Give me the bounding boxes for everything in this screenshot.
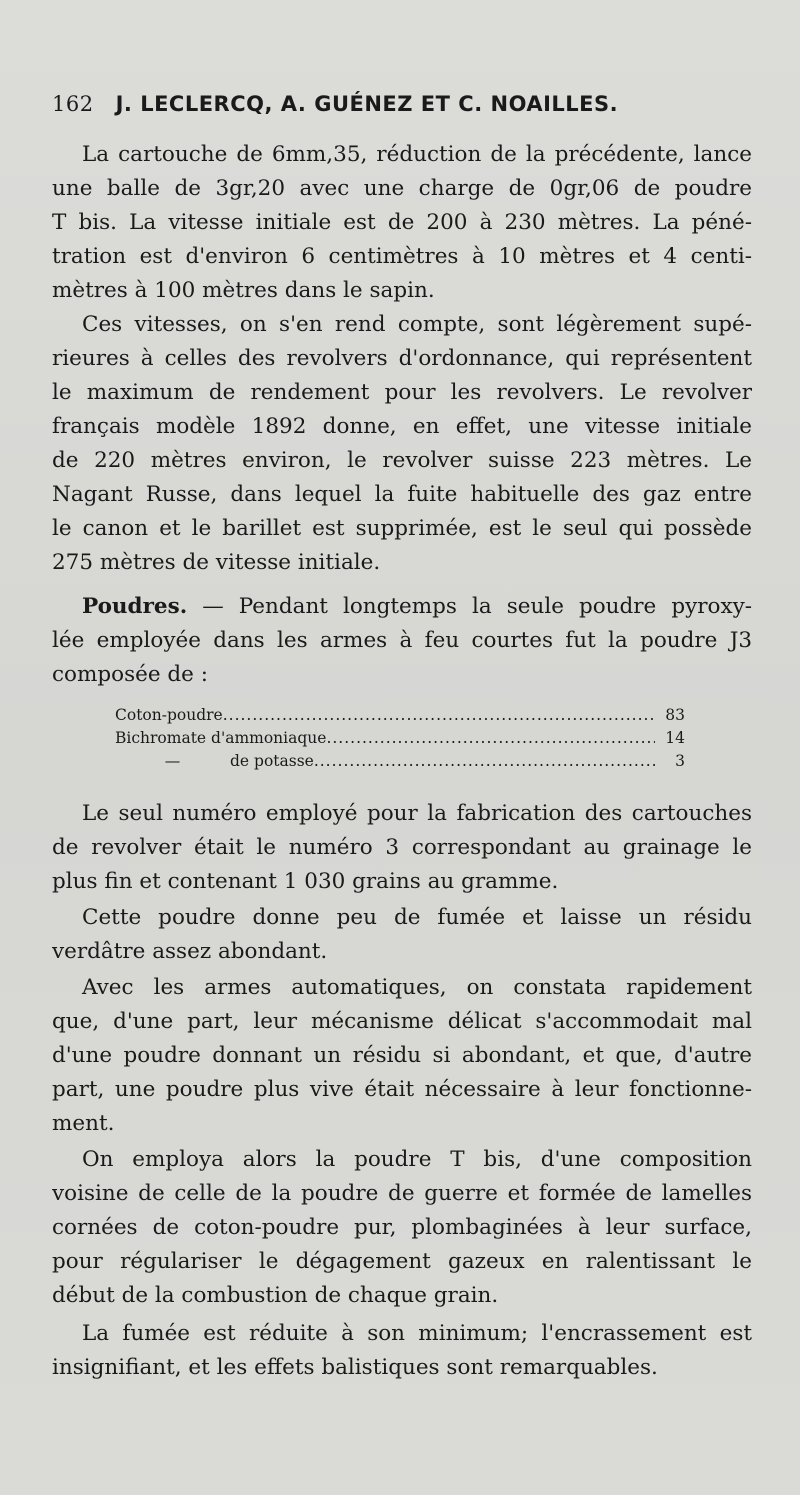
- text-line: On employa alors la poudre T bis, d'une composition: [82, 1147, 752, 1172]
- text-line: ment.: [52, 1111, 115, 1136]
- text-line: composée de :: [52, 662, 208, 687]
- text-line: mètres à 100 mètres dans le sapin.: [52, 278, 435, 303]
- text-line: La cartouche de 6mm,35, réduction de la précédente, lance: [82, 142, 752, 167]
- text-line: voisine de celle de la poudre de guerre et formée de lamelles: [52, 1181, 752, 1206]
- table-row: [115, 750, 685, 773]
- text-line: de 220 mètres environ, le revolver suisse 223 mètres. Le: [52, 448, 752, 473]
- text-line: de revolver était le numéro 3 correspondant au grainage le: [52, 835, 752, 860]
- text-line: lée employée dans les armes à feu courtes fut la poudre J3: [52, 628, 752, 653]
- page-number: 162: [52, 92, 94, 116]
- text-line: Avec les armes automatiques, on constata rapidement: [82, 975, 752, 1000]
- component-value: 3: [675, 752, 685, 770]
- text-line: début de la combustion de chaque grain.: [52, 1283, 499, 1308]
- text-line: rieures à celles des revolvers d'ordonnance, qui représentent: [52, 346, 752, 371]
- component-name: Bichromate d'ammoniaque: [115, 729, 327, 747]
- text-line: verdâtre assez abondant.: [52, 939, 328, 964]
- text-line: une balle de 3gr,20 avec une charge de 0gr,06 de poudre: [52, 176, 752, 201]
- text-line: 275 mètres de vitesse initiale.: [52, 550, 381, 575]
- ditto-mark: —: [164, 752, 181, 770]
- text-line: le maximum de rendement pour les revolvers. Le revolver: [52, 380, 752, 405]
- text-line: pour régulariser le dégagement gazeux en ralentissant le: [52, 1249, 752, 1274]
- leader-dots: [314, 750, 655, 773]
- text-line: La fumée est réduite à son minimum; l'encrassement est: [82, 1321, 752, 1346]
- table-row: [115, 704, 685, 727]
- component-name: de potasse: [230, 752, 314, 770]
- text-line: part, une poudre plus vive était nécessaire à leur fonctionne-: [52, 1077, 752, 1102]
- text-line: d'une poudre donnant un résidu si abondant, et que, d'autre: [52, 1043, 752, 1068]
- table-row: [115, 727, 685, 750]
- poudres-text: — Pendant longtemps la seule poudre pyroxy-: [202, 594, 752, 619]
- component-name: Coton-poudre: [115, 706, 223, 724]
- composition-table: [115, 704, 685, 773]
- text-line: T bis. La vitesse initiale est de 200 à 230 mètres. La péné-: [52, 210, 752, 235]
- text-line: que, d'une part, leur mécanisme délicat s'accommodait mal: [52, 1009, 752, 1034]
- text-line: insignifiant, et les effets balistiques sont remarquables.: [52, 1355, 658, 1380]
- text-line: le canon et le barillet est supprimée, est le seul qui possède: [52, 516, 752, 541]
- text-line: Cette poudre donne peu de fumée et laisse un résidu: [82, 905, 752, 930]
- leader-dots: [326, 727, 655, 750]
- text-line: Le seul numéro employé pour la fabrication des cartouches: [82, 801, 752, 826]
- text-line: plus fin et contenant 1 030 grains au gramme.: [52, 869, 559, 894]
- authors-line: J. LECLERCQ, A. GUÉNEZ ET C. NOAILLES.: [115, 92, 619, 116]
- text-line: cornées de coton-poudre pur, plombaginées à leur surface,: [52, 1215, 752, 1240]
- running-header: [52, 92, 752, 116]
- component-value: 14: [665, 729, 685, 747]
- poudres-heading: Poudres.: [82, 594, 188, 619]
- text-line: tration est d'environ 6 centimètres à 10 mètres et 4 centi-: [52, 244, 752, 269]
- component-value: 83: [665, 706, 685, 724]
- text-line: Ces vitesses, on s'en rend compte, sont légèrement supé-: [82, 312, 752, 337]
- text-line: français modèle 1892 donne, en effet, une vitesse initiale: [52, 414, 752, 439]
- poudres-line: [52, 590, 752, 624]
- leader-dots: [223, 704, 655, 727]
- text-line: Nagant Russe, dans lequel la fuite habituelle des gaz entre: [52, 482, 752, 507]
